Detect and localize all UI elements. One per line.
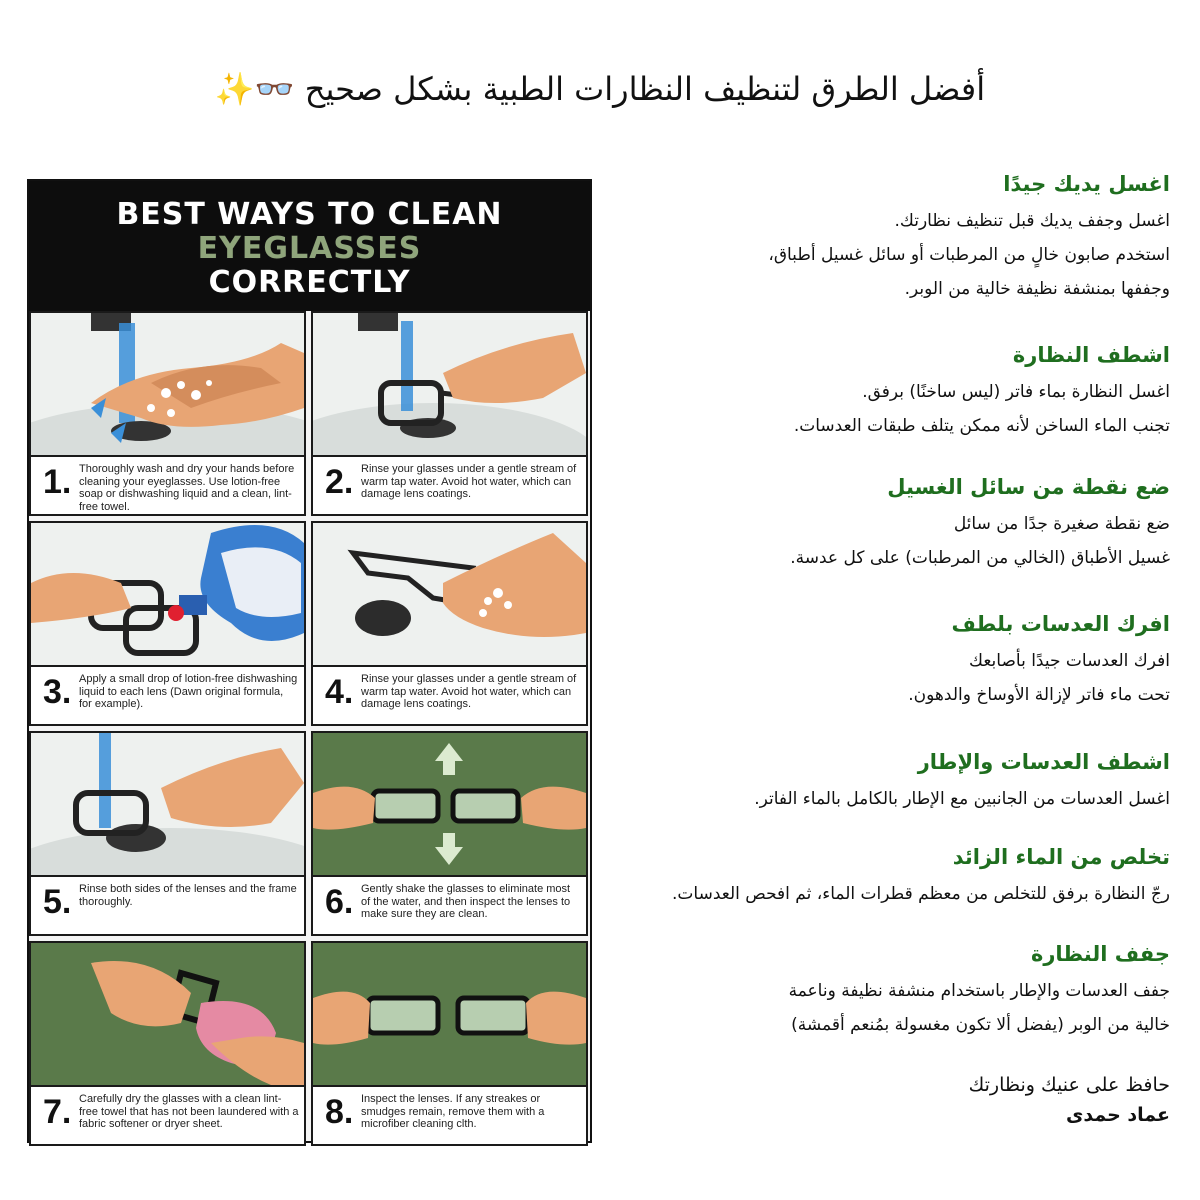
section-line: خالية من الوبر (يفضل ألا تكون مغسولة بمُنعم أقمشة) (791, 1015, 1170, 1035)
step-number: 5. (43, 883, 72, 921)
section-line: غسيل الأطباق (الخالي من المرطبات) على كل عدسة. (790, 548, 1170, 568)
section-line: رجّ النظارة برفق للتخلص من معظم قطرات الماء، ثم افحص العدسات. (671, 884, 1170, 904)
step-text: Carefully dry the glasses with a clean lint-free towel that has not been laundered with a fabric softener or dryer sheet. (79, 1093, 299, 1130)
section-line: وجففها بمنشفة نظيفة خالية من الوبر. (904, 279, 1170, 299)
step-number: 7. (43, 1093, 72, 1131)
section-line: تحت ماء فاتر لإزالة الأوساخ والدهون. (908, 685, 1170, 705)
step-number: 2. (325, 463, 354, 501)
section-line: اغسل العدسات من الجانبين مع الإطار بالكامل بالماء الفاتر. (754, 789, 1170, 809)
shake-glasses-illustration (313, 733, 586, 875)
step-panel-8 (311, 941, 588, 1146)
step-text: Apply a small drop of lotion-free dishwashing liquid to each lens (Dawn original formula, for example). (79, 673, 298, 710)
infographic-title-line1: BEST WAYS TO CLEAN (116, 197, 503, 232)
section-line: اغسل وجفف يديك قبل تنظيف نظارتك. (894, 211, 1170, 231)
section-line: افرك العدسات جيدًا بأصابعك (969, 651, 1170, 671)
footer-signature-block (969, 1070, 1170, 1130)
section-line: اغسل النظارة بماء فاتر (ليس ساخنًا) برفق. (862, 382, 1170, 402)
rinse-lenses-frame-illustration (31, 733, 304, 875)
wash-hands-illustration (31, 313, 304, 455)
step-text: Inspect the lenses. If any streakes or smudges remain, remove them with a microfiber cleaning clth. (361, 1093, 545, 1130)
step-panel-3 (29, 521, 306, 726)
section-title: اغسل يديك جيدًا (1003, 172, 1170, 196)
step-text: Gently shake the glasses to eliminate most of the water, and then inspect the lenses to make sure they are clean. (361, 883, 571, 920)
dry-glasses-illustration (31, 943, 304, 1085)
section-rub-lenses (550, 612, 1170, 712)
inspect-lenses-illustration (313, 943, 586, 1085)
section-line: ضع نقطة صغيرة جدًا من سائل (953, 514, 1170, 534)
step-panel-2 (311, 311, 588, 516)
section-title: افرك العدسات بلطف (951, 612, 1170, 636)
step-panel-5 (29, 731, 306, 936)
section-title: اشطف النظارة (1012, 343, 1170, 367)
step-panel-7 (29, 941, 306, 1146)
apply-soap-illustration (31, 523, 304, 665)
page-title: أفضل الطرق لتنظيف النظارات الطبية بشكل صحيح 👓✨ (214, 70, 986, 108)
section-title: اشطف العدسات والإطار (917, 750, 1170, 774)
author-signature: عماد حمدى (1065, 1104, 1170, 1126)
section-wash-hands (550, 172, 1170, 306)
infographic-header (29, 181, 590, 311)
section-rinse-glasses (550, 343, 1170, 443)
infographic-poster (27, 179, 592, 1143)
section-remove-water (550, 845, 1170, 911)
footer-slogan: حافظ على عنيك ونظارتك (968, 1074, 1170, 1096)
step-text: Thoroughly wash and dry your hands before cleaning your eyeglasses. Use lotion-free soap or dishwashing liquid and a clean, lint-free towel. (79, 463, 295, 513)
section-rinse-lenses-frame (550, 750, 1170, 816)
section-title: تخلص من الماء الزائد (952, 845, 1170, 869)
section-line: تجنب الماء الساخن لأنه ممكن يتلف طبقات العدسات. (793, 416, 1170, 436)
step-number: 8. (325, 1093, 354, 1131)
step-panel-6 (311, 731, 588, 936)
section-title: جفف النظارة (1030, 942, 1170, 966)
section-soap-drop (550, 475, 1170, 575)
section-dry-glasses (550, 942, 1170, 1042)
section-line: استخدم صابون خالٍ من المرطبات أو سائل غسيل أطباق، (768, 245, 1170, 265)
step-text: Rinse both sides of the lenses and the frame thoroughly. (79, 883, 297, 908)
step-number: 4. (325, 673, 354, 711)
rinse-glasses-illustration (313, 313, 586, 455)
step-number: 3. (43, 673, 72, 711)
section-line: جفف العدسات والإطار باستخدام منشفة نظيفة وناعمة (788, 981, 1170, 1001)
step-number: 6. (325, 883, 354, 921)
step-panel-4 (311, 521, 588, 726)
rub-lenses-illustration (313, 523, 586, 665)
step-panel-1 (29, 311, 306, 516)
infographic-title-line3: CORRECTLY (208, 265, 411, 300)
step-text: Rinse your glasses under a gentle stream of warm tap water. Avoid hot water, which can damage lens coatings. (361, 463, 577, 500)
infographic-title-line2: EYEGLASSES (197, 231, 422, 266)
step-number: 1. (43, 463, 72, 501)
section-title: ضع نقطة من سائل الغسيل (887, 475, 1170, 499)
step-text: Rinse your glasses under a gentle stream of warm tap water. Avoid hot water, which can damage lens coatings. (361, 673, 577, 710)
